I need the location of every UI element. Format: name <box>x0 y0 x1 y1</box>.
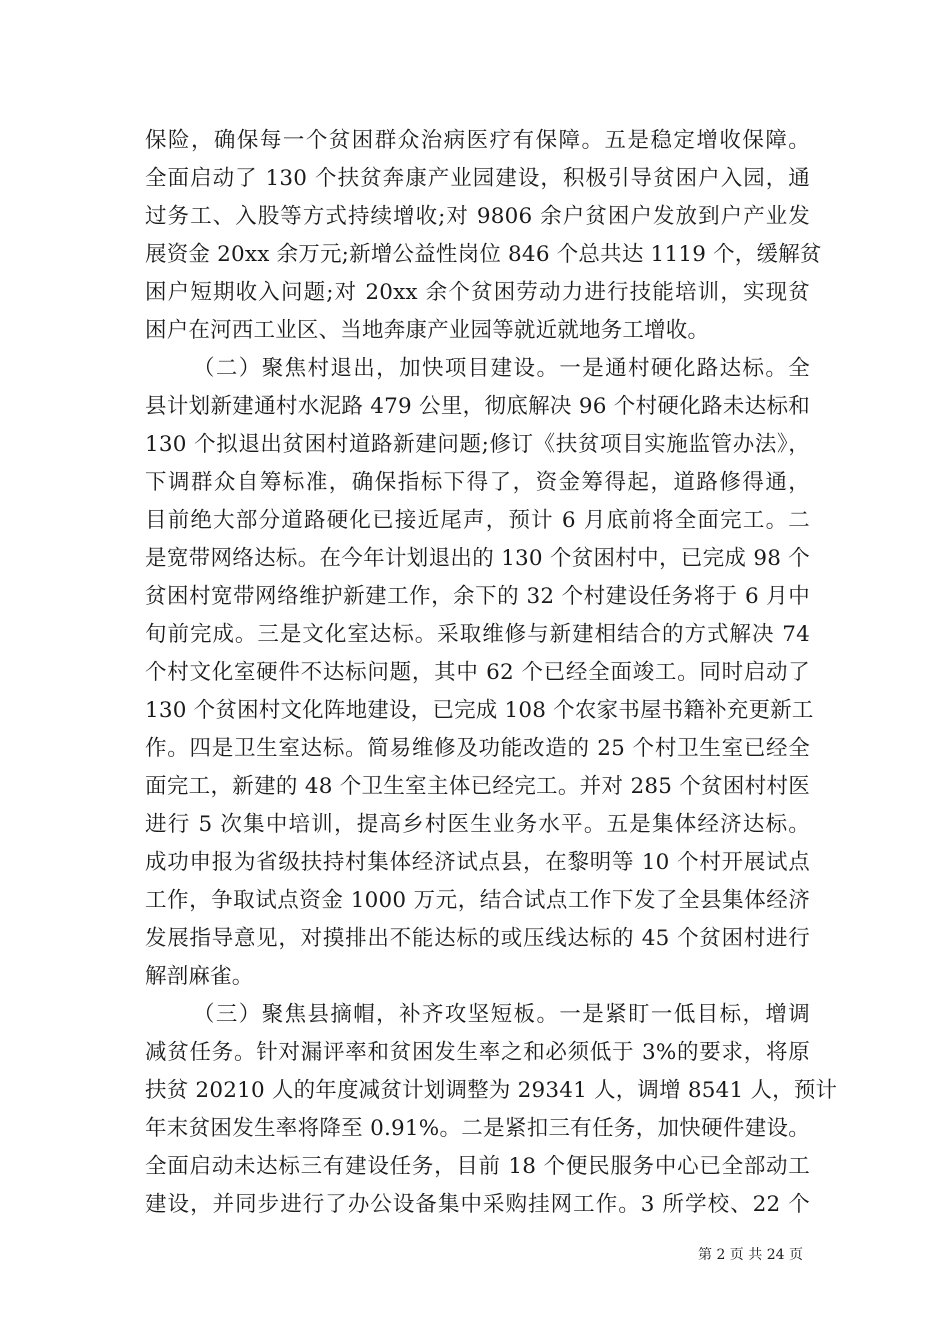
text-line: 全面启动未达标三有建设任务，目前 18 个便民服务中心已全部动工 <box>145 1154 810 1179</box>
text-line: 下调群众自筹标准，确保指标下得了，资金筹得起，道路修得通， <box>145 470 810 495</box>
page-number-footer: 第 2 页 共 24 页 <box>698 1247 803 1263</box>
text-line: 作。四是卫生室达标。简易维修及功能改造的 25 个村卫生室已经全 <box>145 736 810 761</box>
text-line: 成功申报为省级扶持村集体经济试点县，在黎明等 10 个村开展试点 <box>145 850 810 875</box>
text-line: 个村文化室硬件不达标问题，其中 62 个已经全面竣工。同时启动了 <box>145 660 810 685</box>
text-line: 目前绝大部分道路硬化已接近尾声，预计 6 月底前将全面完工。二 <box>145 508 810 533</box>
text-line: 面完工，新建的 48 个卫生室主体已经完工。并对 285 个贫困村村医 <box>145 774 810 799</box>
text-line: 130 个贫困村文化阵地建设，已完成 108 个农家书屋书籍补充更新工 <box>145 698 814 723</box>
text-line: 130 个拟退出贫困村道路新建问题;修订《扶贫项目实施监管办法》， <box>145 432 810 457</box>
text-line: 扶贫 20210 人的年度减贫计划调整为 29341 人，调增 8541 人，预计 <box>145 1078 838 1103</box>
text-line: 保险，确保每一个贫困群众治病医疗有保障。五是稳定增收保障。 <box>145 128 810 153</box>
text-line: 展资金 20xx 余万元;新增公益性岗位 846 个总共达 1119 个，缓解贫 <box>145 242 822 267</box>
text-line: 全面启动了 130 个扶贫奔康产业园建设，积极引导贫困户入园，通 <box>145 166 810 191</box>
paragraph-heading-line: （三）聚焦县摘帽，补齐攻坚短板。一是紧盯一低目标，增调 <box>193 1002 810 1027</box>
text-line: 年末贫困发生率将降至 0.91%。二是紧扣三有任务，加快硬件建设。 <box>145 1116 810 1141</box>
text-line: 解剖麻雀。 <box>145 964 254 989</box>
text-line: 减贫任务。针对漏评率和贫困发生率之和必须低于 3%的要求，将原 <box>145 1040 810 1065</box>
text-line: 是宽带网络达标。在今年计划退出的 130 个贫困村中，已完成 98 个 <box>145 546 810 571</box>
text-line: 县计划新建通村水泥路 479 公里，彻底解决 96 个村硬化路未达标和 <box>145 394 810 419</box>
text-line: 发展指导意见，对摸排出不能达标的或压线达标的 45 个贫困村进行 <box>145 926 810 951</box>
text-line: 困户在河西工业区、当地奔康产业园等就近就地务工增收。 <box>145 318 710 343</box>
paragraph-heading-line: （二）聚焦村退出，加快项目建设。一是通村硬化路达标。全 <box>193 356 810 381</box>
text-line: 过务工、入股等方式持续增收;对 9806 余户贫困户发放到户产业发 <box>145 204 810 229</box>
text-line: 建设，并同步进行了办公设备集中采购挂网工作。3 所学校、22 个 <box>145 1192 810 1217</box>
text-line: 贫困村宽带网络维护新建工作，余下的 32 个村建设任务将于 6 月中 <box>145 584 810 609</box>
text-line: 困户短期收入问题;对 20xx 余个贫困劳动力进行技能培训，实现贫 <box>145 280 810 305</box>
text-line: 工作，争取试点资金 1000 万元，结合试点工作下发了全县集体经济 <box>145 888 810 913</box>
text-line: 旬前完成。三是文化室达标。采取维修与新建相结合的方式解决 74 <box>145 622 810 647</box>
text-line: 进行 5 次集中培训，提高乡村医生业务水平。五是集体经济达标。 <box>145 812 810 837</box>
